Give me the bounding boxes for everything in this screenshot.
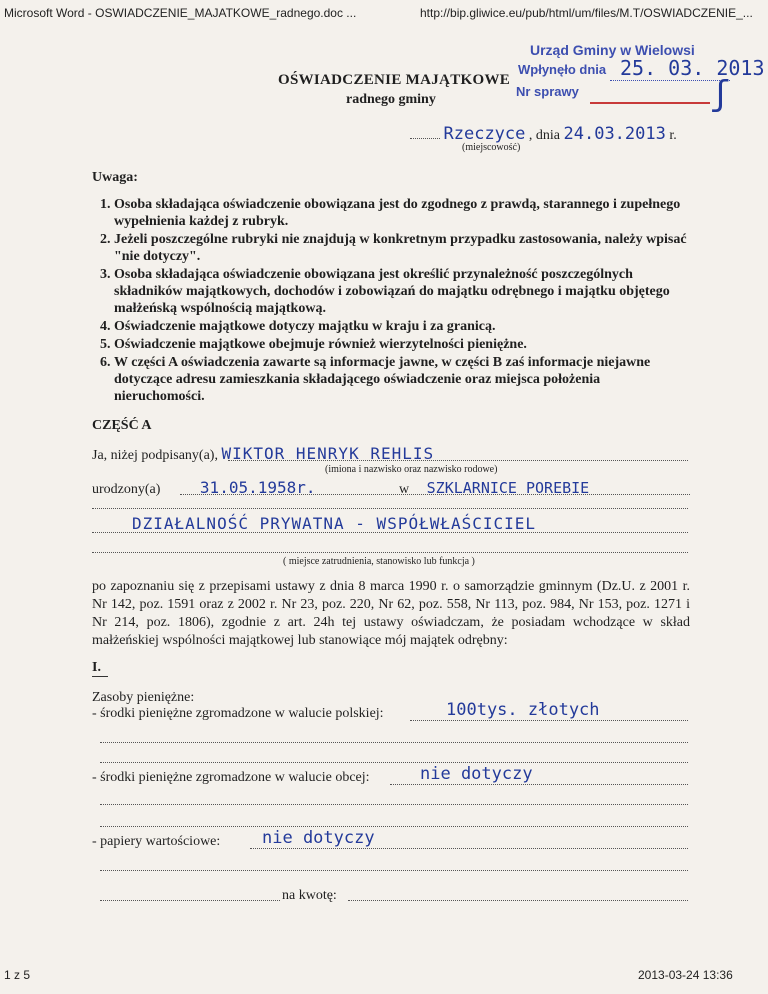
resources-heading: Zasoby pieniężne: <box>92 690 195 705</box>
name-caption: (imiona i nazwisko oraz nazwisko rodowe) <box>325 464 498 475</box>
part-a-heading: CZĘŚĆ A <box>92 418 152 433</box>
place-date-line <box>410 124 680 144</box>
name-label: Ja, niżej podpisany(a), <box>92 448 218 463</box>
print-timestamp: 2013-03-24 13:36 <box>638 968 733 982</box>
name-line <box>92 444 692 464</box>
note-item: 1. Osoba składająca oświadczenie obowiązana jest do zgodnego z prawdą, starannego i zupełnego wypełnienia każdej z rubryk. <box>114 196 692 230</box>
pln-label: - środki pieniężne zgromadzone w walucie polskiej: <box>92 706 384 721</box>
born-label: urodzony(a) <box>92 482 161 497</box>
born-in-label: w <box>399 482 410 497</box>
statement-text: po zapoznaniu się z przepisami ustawy z dnia 8 marca 1990 r. o samorządzie gminnym (Dz.U. z 2001 r. Nr 142, poz. 1591 oraz z 2002 r. Nr 23, poz. 220, Nr 62, poz. 558, Nr 113, poz. 984, Nr 153, poz. 1271 i Nr 214, poz. 1806), zgodnie z art. 24h tej ustawy oświadczam, że posiadam wchodzące w skład małżeńskiej wspólności majątkowej lub stanowiące mój majątek odrębny: <box>92 579 690 648</box>
birth-line <box>92 478 692 498</box>
place-value: Rzeczyce <box>443 124 526 144</box>
document-subtitle: radnego gminy <box>346 92 436 107</box>
fx-label: - środki pieniężne zgromadzone w walucie obcej: <box>92 770 370 785</box>
print-header-url: http://bip.gliwice.eu/pub/html/um/files/M.T/OSWIADCZENIE_... <box>420 6 753 20</box>
born-date: 31.05.1958r. <box>199 478 316 497</box>
place-caption: (miejscowość) <box>462 142 521 153</box>
date-value: 24.03.2013 <box>563 124 666 144</box>
page-number: 1 z 5 <box>4 968 31 982</box>
office-stamp <box>510 40 765 114</box>
notes-heading: Uwaga: <box>92 170 138 185</box>
note-item: 2. Jeżeli poszczególne rubryki nie znajdują w konkretnym przypadku zastosowania, należy wpisać "nie dotyczy". <box>114 231 692 265</box>
date-prefix: , dnia <box>528 128 560 143</box>
employment-value: DZIAŁALNOŚĆ PRYWATNA - WSPÓŁWŁAŚCICIEL <box>132 514 537 533</box>
print-header-title: Microsoft Word - OSWIADCZENIE_MAJATKOWE_radnego.doc ... <box>4 6 357 20</box>
note-item: 6. W części A oświadczenia zawarte są informacje jawne, w części B zaś informacje niejawne dotyczące adresu zamieszkania składającego oświadczenie oraz miejsca położenia nieruchomości. <box>114 354 692 405</box>
note-item: 3. Osoba składająca oświadczenie obowiązana jest określić przynależność poszczególnych składników majątkowych, dochodów i zobowiązań do majątku odrębnego i majątku objętego małżeńską wspólnością majątkową. <box>114 266 692 317</box>
notes-list <box>92 196 692 406</box>
date-suffix: r. <box>669 128 677 143</box>
born-place: SZKLARNICE POREBIE <box>426 479 590 497</box>
amount-label: na kwotę: <box>282 888 337 903</box>
note-item: 5. Oświadczenie majątkowe obejmuje również wierzytelności pieniężne. <box>114 336 692 353</box>
securities-value: nie dotyczy <box>262 828 375 848</box>
document-title: OŚWIADCZENIE MAJĄTKOWE <box>278 72 511 88</box>
employment-caption: ( miejsce zatrudnienia, stanowisko lub funkcja ) <box>283 556 475 567</box>
name-value: WIKTOR HENRYK REHLIS <box>221 444 435 463</box>
securities-label: - papiery wartościowe: <box>92 834 221 849</box>
stamp-received-label: Wpłynęło dnia <box>518 62 607 77</box>
stamp-office: Urząd Gminy w Wielowsi <box>530 42 695 58</box>
stamp-signature: ʃ <box>710 74 731 114</box>
section-I: I. <box>92 660 101 675</box>
fx-value: nie dotyczy <box>420 764 533 784</box>
stamp-received-date: 25. 03. 2013 <box>620 56 765 80</box>
stamp-case-label: Nr sprawy <box>516 84 579 99</box>
pln-value: 100tys. złotych <box>446 700 600 720</box>
note-item: 4. Oświadczenie majątkowe dotyczy majątku w kraju i za granicą. <box>114 318 692 335</box>
